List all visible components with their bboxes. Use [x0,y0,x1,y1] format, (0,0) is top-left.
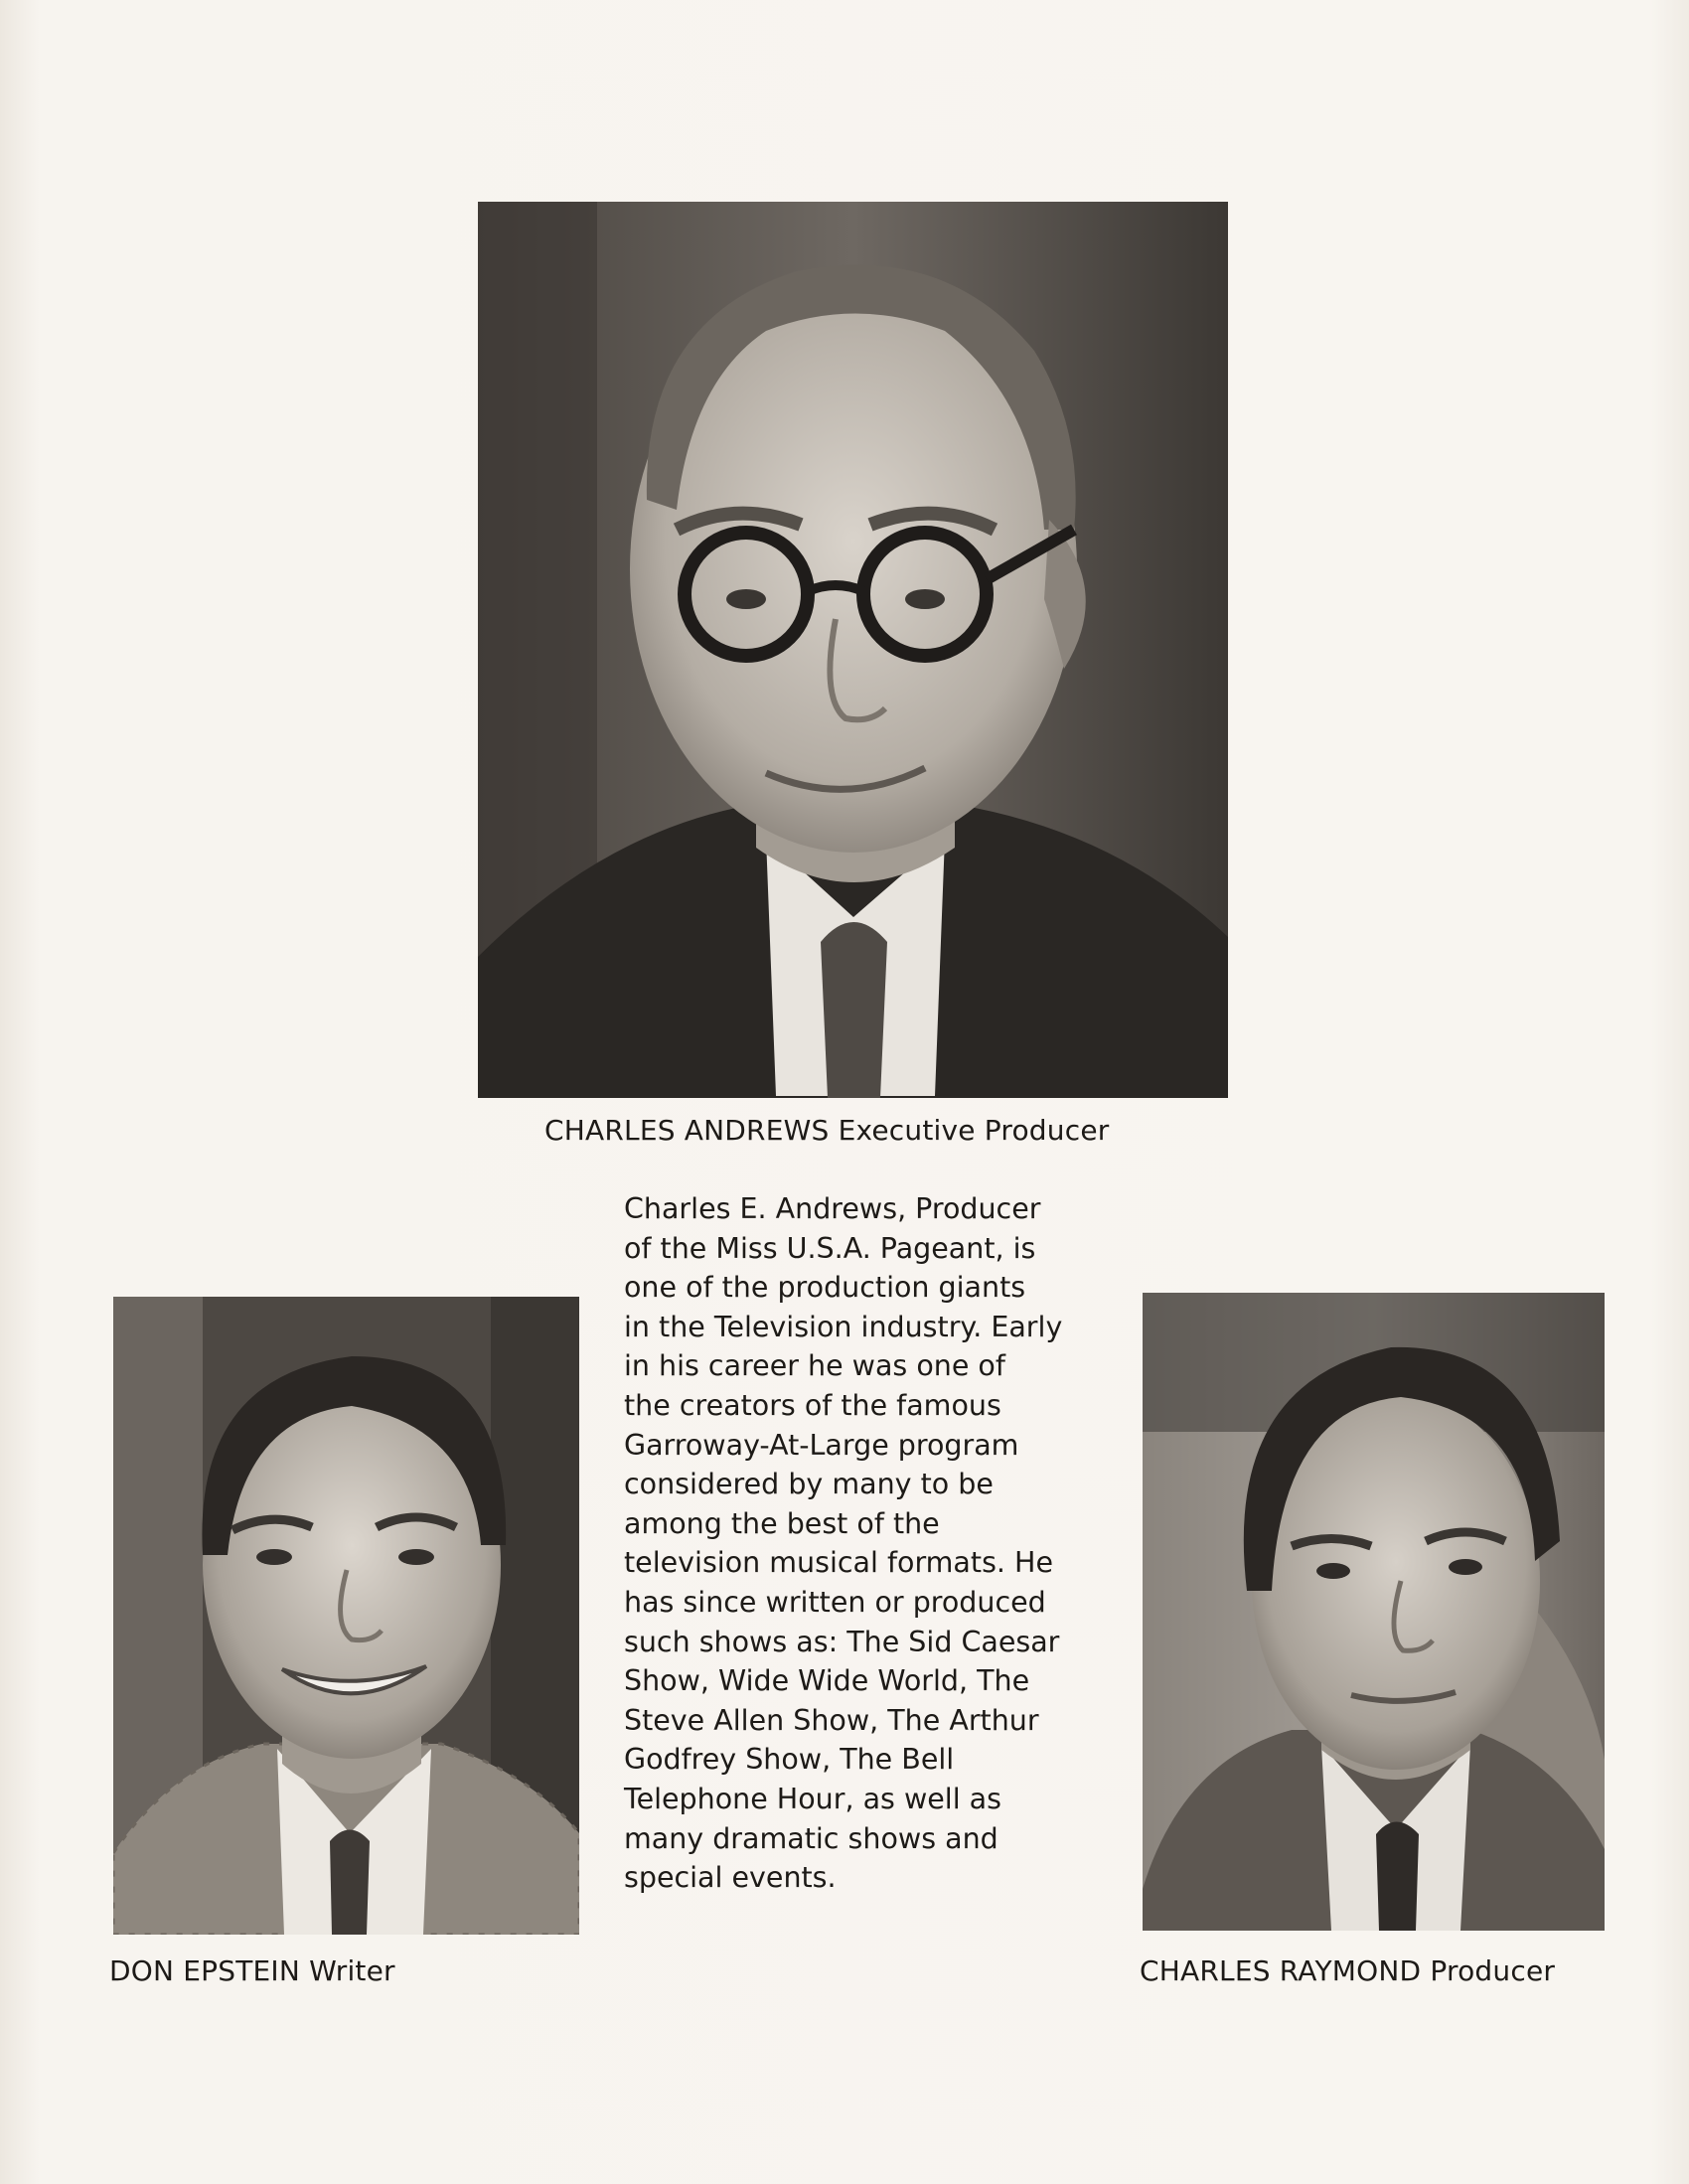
portrait-don-epstein-image [113,1297,579,1935]
caption-name: CHARLES RAYMOND [1140,1954,1422,1987]
bio-line: Godfrey Show, The Bell [624,1743,955,1777]
bio-line: has since written or produced [624,1585,1046,1619]
caption-don-epstein [109,1954,395,1987]
caption-role: Producer [1430,1954,1556,1987]
bio-line: Garroway-At-Large program [624,1428,1019,1462]
bio-line: considered by many to be [624,1468,994,1501]
portrait-charles-andrews-image [478,202,1228,1098]
bio-line: television musical formats. He [624,1546,1053,1580]
bio-line: Telephone Hour, as well as [624,1782,1001,1815]
caption-name: CHARLES ANDREWS [544,1114,830,1147]
bio-line: many dramatic shows and [624,1821,998,1855]
bio-line: among the best of the [624,1506,940,1540]
caption-charles-raymond [1140,1954,1555,1987]
caption-charles-andrews [544,1114,1109,1147]
bio-line: such shows as: The Sid Caesar [624,1625,1060,1658]
bio-line: the creators of the famous [624,1388,1001,1422]
bio-line: special events. [624,1861,837,1895]
caption-role: Writer [309,1954,395,1987]
bio-line: in his career he was one of [624,1349,1005,1383]
biography-text [624,1189,1121,1898]
caption-name: DON EPSTEIN [109,1954,300,1987]
bio-line: in the Television industry. Early [624,1310,1063,1343]
bio-line: one of the production giants [624,1271,1026,1305]
bio-line: Steve Allen Show, The Arthur [624,1703,1039,1737]
caption-role: Executive Producer [838,1114,1110,1147]
bio-line: Show, Wide Wide World, The [624,1664,1030,1698]
bio-line: of the Miss U.S.A. Pageant, is [624,1231,1036,1265]
bio-line: Charles E. Andrews, Producer [624,1192,1041,1225]
portrait-charles-andrews [478,202,1228,1098]
portrait-charles-raymond [1143,1293,1605,1931]
portrait-charles-raymond-image [1143,1293,1605,1931]
portrait-don-epstein [113,1297,579,1935]
